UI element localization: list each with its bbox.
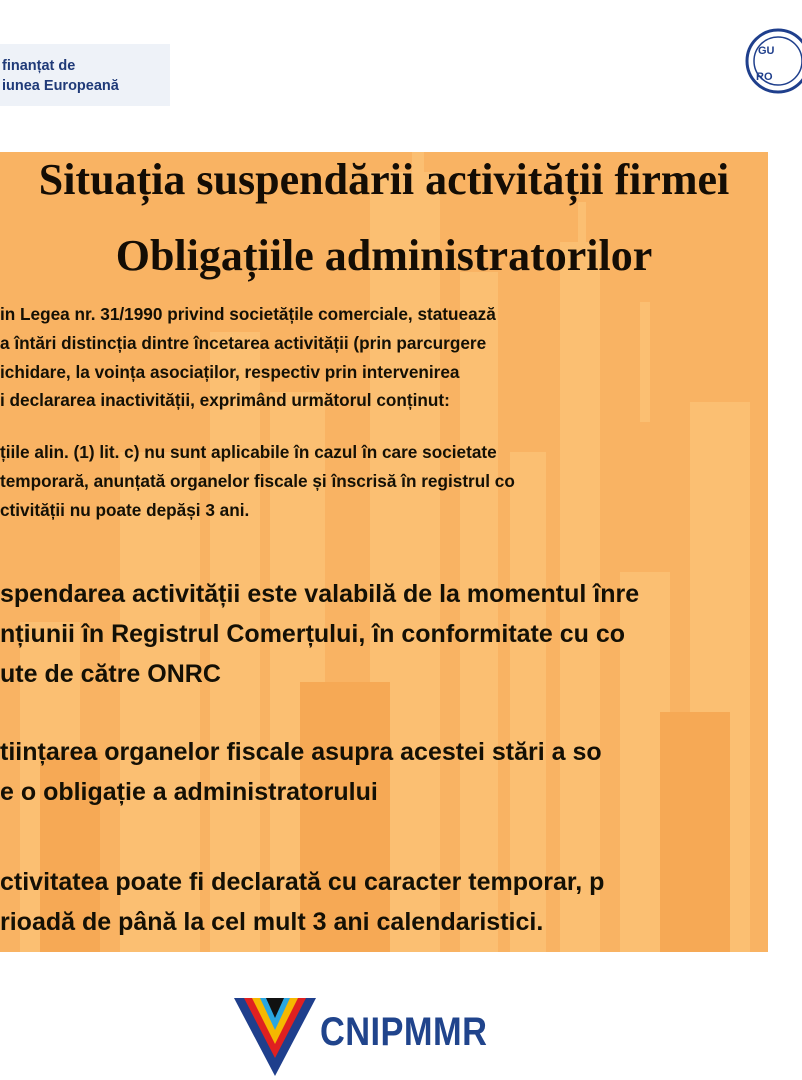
point2-line2: e o obligație a administratorului [0, 778, 378, 806]
eu-funding-logo [0, 44, 170, 106]
intro-line2: a întări distincția dintre încetarea activității (prin parcurgere [0, 333, 487, 353]
quote-line1: țiile alin. (1) lit. c) nu sunt aplicabile în cazul în care societate [0, 442, 497, 462]
header-bar [0, 0, 775, 150]
eu-funding-text [2, 56, 119, 96]
point1-line3: ute de către ONRC [0, 660, 221, 688]
point2-line1: tiințarea organelor fiscale asupra acestei stări a so [0, 738, 602, 766]
eu-funding-line2: iunea Europeană [2, 78, 119, 94]
seal-bottom-text: RO [756, 71, 773, 83]
point3-line2: rioadă de până la cel mult 3 ani calendaristici. [0, 908, 544, 936]
cnipmmr-logo-icon [232, 996, 318, 1078]
page-title-line2: Obligațiile administratorilor [115, 231, 653, 280]
point1-line2: nțiunii în Registrul Comerțului, în conformitate cu co [0, 620, 626, 648]
intro-line3: ichidare, la voința asociaților, respectiv prin intervenirea [0, 362, 460, 382]
quote-line2: temporară, anunțată organelor fiscale și înscrisă în registrul co [0, 471, 515, 491]
point1-line1: spendarea activității este valabilă de la momentul înre [0, 580, 640, 608]
quote-line3: ctivității nu poate depăși 3 ani. [0, 500, 250, 520]
cnipmmr-brand-text: CNIPMMR [320, 1010, 488, 1054]
page-title-line1: Situația suspendării activității firmei [38, 155, 730, 204]
content-panel [0, 152, 768, 952]
intro-line1: in Legea nr. 31/1990 privind societățile comerciale, statuează [0, 304, 496, 324]
intro-line4: i declararea inactivității, exprimând următorul conținut: [0, 390, 450, 410]
point3-line1: ctivitatea poate fi declarată cu caracter temporar, p [0, 868, 605, 896]
government-seal-icon [744, 26, 802, 96]
eu-funding-line1: finanțat de [2, 58, 76, 74]
seal-top-text: GU [758, 45, 775, 57]
